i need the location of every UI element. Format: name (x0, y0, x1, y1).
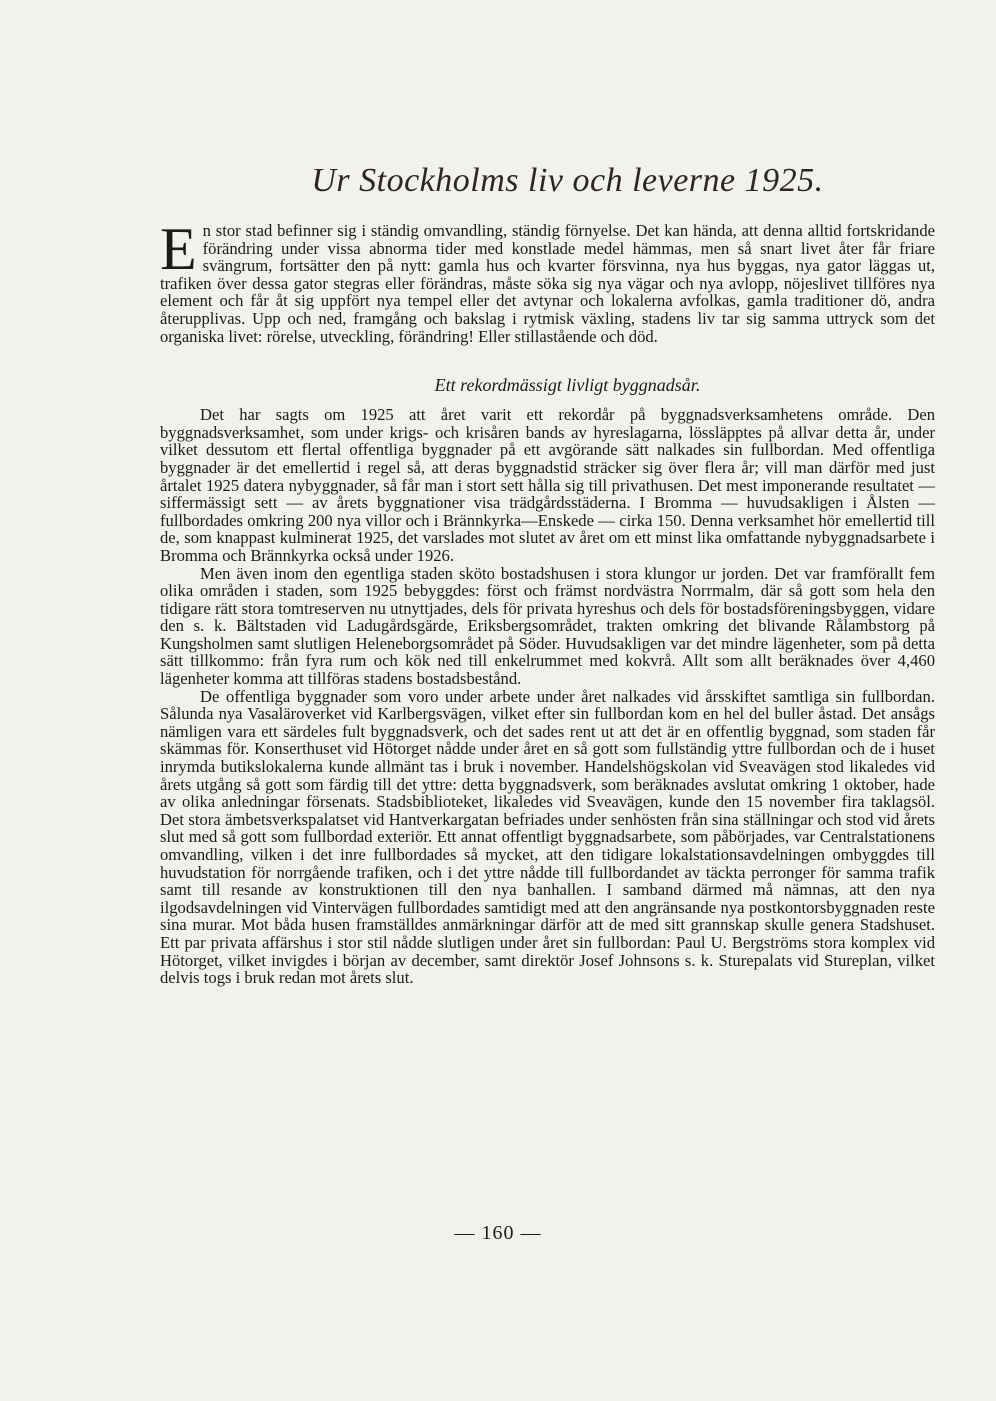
body-paragraph-2: Men även inom den egentliga staden sköto bostadshusen i stora klungor ur jorden. Det var framförallt fem olika områden i staden, som 1925 bebyggdes: först och främst nordvästra Norrmalm, där så gott som hela den tidigare rätt stora tomtreserven nu utnyttjades, dels för privata hyreshus och dels för bostadsföreningsbyggen, vidare den s. k. Bältstaden vid Ladugårdsgärde, Eriksbergsområdet, trakten omkring det blivande Rålambstorg på Kungsholmen samt slutligen Heleneborgsområdet på Söder. Huvudsakligen var det mindre lägenheter, som på detta sätt tillkommo: från fyra rum och kök ned till enkelrummet med kokvrå. Allt som allt beräknades över 4,460 lägenheter komma att tillföras stadens bostadsbestånd. (160, 563, 935, 689)
section-heading: Ett rekordmässigt livligt byggnadsår. (434, 375, 701, 396)
page-number: — 160 — (454, 1222, 542, 1244)
intro-paragraph (160, 216, 935, 346)
drop-cap: E (160, 216, 197, 282)
intro-text: n stor stad befinner sig i ständig omvandling, ständig förnyelse. Det kan hända, att denna alltid fortskridande förändring under vissa abnorma tider med konstlade medel hämmas, men så snart livet åter får friare svängrum, fortsätter den på nytt: gamla hus och kvarter försvinna, nya hus byggas, nya gator läggas ut, trafiken över dessa gator stegras eller förändras, måste söka sig nya vägar och nya avlopp, nöjeslivet tillföres nya element och får åt sig uppfört nya tempel eller det avtynar och lokalerna avfolkas, gamla traditioner dö, andra återupplivas. Upp och ned, framgång och bakslag i rytmisk växling, stadens liv tar sig samma uttryck som det organiska livet: rörelse, utveckling, förändring! Eller stillastående och död. (160, 221, 935, 346)
article (160, 162, 935, 987)
article-title: Ur Stockholms liv och leverne 1925. (311, 162, 824, 199)
body-paragraph-1: Det har sagts om 1925 att året varit ett rekordår på byggnadsverksamhetens område. Den byggnadsverksamhet, som under krigs- och krisåren bands av hyreslagarna, lössläpptes på allvar detta år, under vilket dessutom ett flertal offentliga byggnader på ett avgörande sätt nalkades sin fullbordan. Med offentliga byggnader är det emellertid i regel så, att deras byggnadstid sträcker sig över flera år; vill man därför med just årtalet 1925 datera nybyggnader, så får man i stort sett hålla sig till privathusen. Det mest imponerande resultatet — siffermässigt sett — av årets byggnationer visa trädgårdsstäderna. I Bromma — huvudsakligen i Ålsten — fullbordades omkring 200 nya villor och i Brännkyrka—Enskede — cirka 150. Denna verksamhet hör emellertid till de, som knappast kulminerat 1925, det varslades mot slutet av året om ett minst lika omfattande nybyggnadsarbete i Bromma och Brännkyrka också under 1926. (160, 405, 935, 565)
body-paragraph-3: De offentliga byggnader som voro under arbete under året nalkades vid årsskiftet samtliga sin fullbordan. Sålunda nya Vasaläroverket vid Karlbergsvägen, vilket efter sin fullbordan kom en hel del buller åstad. Det ansågs nämligen vara ett särdeles fult byggnadsverk, och det sades rent ut att det är en offentlig byggnad, som staden får skämmas för. Konserthuset vid Hötorget nådde under året en så gott som fullständig yttre fullbordan och de i huset inrymda butikslokalerna kunde allmänt tas i bruk i november. Handelshögskolan vid Sveavägen stod likaledes vid årets utgång så gott som färdig till det yttre: detta byggnadsverk, som beräknades avslutat omkring 1 oktober, hade av olika anledningar försenats. Stadsbiblioteket, likaledes vid Sveavägen, kunde den 15 november fira taklagsöl. Det stora ämbetsverkspalatset vid Hantverkargatan befriades under senhösten från sina ställningar och stod vid årets slut med så gott som fullbordad exteriör. Ett annat offentligt byggnadsarbete, som påbörjades, var Centralstationens omvandling, vilken i det inre fullbordades så mycket, att den tidigare lokalstationsavdelningen ombyggdes till huvudstation för norrgående trafiken, och i det yttre nådde till fullbordandet av täckta perronger för samma trafik samt till resande av konstruktionen till den nya banhallen. I samband därmed må nämnas, att den nya ilgodsavdelningen vid Vintervägen fullbordades samtidigt med att den angränsande nya postkontorsbyggnaden reste sina murar. Mot båda husen framställdes anmärkningar därför att de med sitt grannskap skulle genera Stadshuset. Ett par privata affärshus i stor stil nådde slutligen under året sin fullbordan: Paul U. Bergströms stora komplex vid Hötorget, vilket invigdes i början av december, samt direktör Josef Johnsons s. k. Sturepalats vid Stureplan, vilket delvis togs i bruk redan mot årets slut. (160, 686, 935, 988)
